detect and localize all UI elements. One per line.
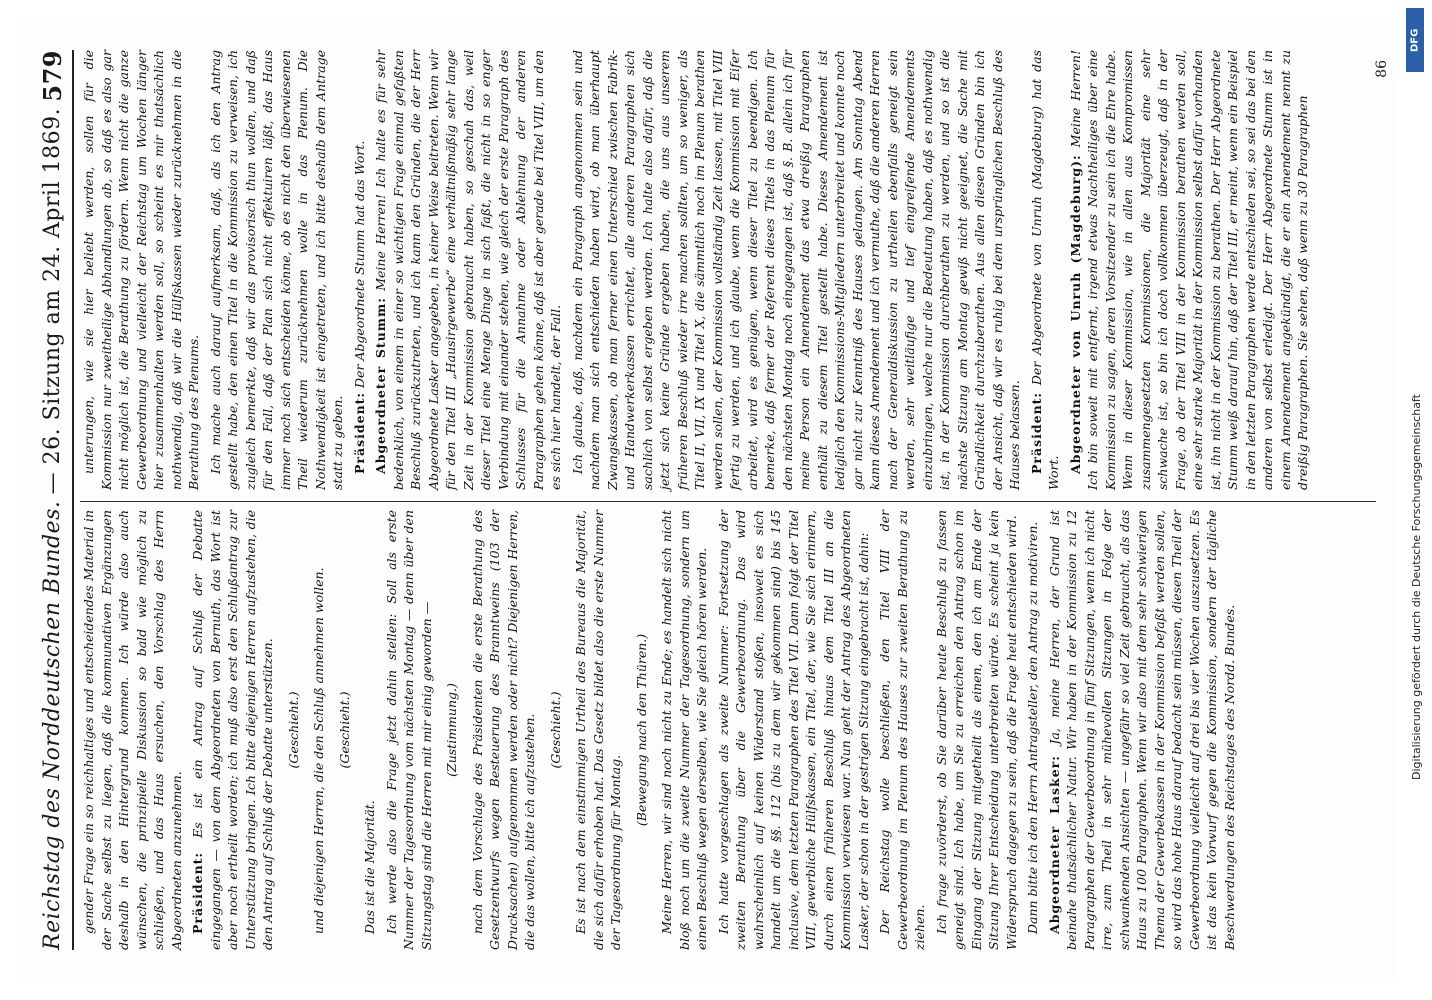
paragraph: (Bewegung nach den Thüren.)	[633, 633, 649, 827]
footnote-marker: 86	[1374, 60, 1390, 78]
paragraph: unterungen, wie sie hier beliebt werden, sollen für die Kommission nur zweitheilige Abhandlungen ab, so daß es also gar nicht möglich ist, die Berathung zu fördern. Wenn nicht die ganze Gewerbeordnung und vielleicht der Reichstag um Wochen länger hier zusammenhalten werden soll, so scheint es mir thatsächlich nothwendig, daß wir die Hülfskassen wieder zurücknehmen in die Berathung des Plenums.	[81, 50, 201, 490]
paragraph: gender Frage ein so reichhaltiges und entscheidendes Material in der Sache selbst zu liegen, daß die kommunativen Ergänzungen deshalb in den Hintergrund kommen. Ich würde also auch wünschen, die prinzipielle Diskussion so bald wie möglich zu schließen, und das Haus ersuchen, den Vorschlag des Herrn Abgeordneten anzunehmen.	[81, 510, 184, 950]
paragraph: (Geschieht.)	[547, 691, 563, 769]
dfg-logo: DFG	[1406, 8, 1424, 72]
paragraph: Es ist nach dem einstimmigen Urtheil des Bureaus die Majorität, die sich dafür erhoben hat. Das Gesetz bildet also die erste Nummer der Tagesordnung für Montag.	[573, 510, 623, 950]
paragraph: Ich frage zuvörderst, ob Sie darüber heute Beschluß zu fassen geneigt sind. Ich habe, um Sie zu erreichen den Antrag schon im Eingang der Sitzung mitgetheilt als einen, den ich am Ende der Sitzung Ihrer Entscheidung unterbreiten würde. Es scheint ja kein Widerspruch dagegen zu sein, daß die Frage heut entschieden wird.	[933, 510, 1019, 950]
paragraph: Dann bitte ich den Herrn Antragsteller, den Antrag zu motiviren.	[1025, 521, 1040, 934]
paragraph: Ich mache auch darauf aufmerksam, daß, als ich den Antrag gestellt habe, den einen Titel in die Kommission zu verweisen, ich zugleich bemerkte, daß wir das provisorisch thun wollen, und daß für den Fall, daß der Plan sich nicht effektuiren läßt, das Haus immer noch sich entscheiden könne, ob es nicht den überwiesenen Theil wiederum zurücknehmen wolle in das Plenum. Die Nothwendigkeit ist eingetreten, und ich bitte deshalb dem Antrage statt zu geben.	[207, 50, 345, 490]
column-divider	[80, 501, 1376, 502]
paragraph: Abgeordneter von Unruh (Magdeburg): Meine Herren! Ich bin soweit mit entfernt, irgend etwas Nachtheiliges über eine Kommission zu sagen, deren Vorsitzender zu sein ich die Ehre habe. Wenn in dieser Kommission, wie in allen aus Kompromissen zusammengesetzten Kommissionen, die Majorität eine sehr schwache ist, so bin ich doch vollkommen überzeugt, daß in der Frage, ob der Titel VIII in der Kommission berathen werden soll, eine sehr starke Majorität in der Kommission selbst dafür vorhanden ist, ihn nicht in der Kommission zu berathen. Der Herr Abgeordnete Stumm weiß darauf hin, daß der Titel III, er meint, wenn ein Beispiel in den letzten Paragraphen werde entschieden sei, so sei das bei den anderen von selbst erledigt. Der Herr Abgeordnete Stumm ist in einem Amendement angekündigt, die er ein Amendement nennt zu dreißig Paragraphen. Sie sehen, daß wenn zu 30 Paragraphen	[1067, 50, 1310, 490]
paragraph: und diejenigen Herren, die den Schluß annehmen wollen.	[311, 567, 326, 934]
paragraph: Präsident: Der Abgeordnete Stumm hat das Wort.	[351, 140, 367, 474]
paragraph: (Geschieht.)	[285, 691, 301, 769]
paragraph: Der Reichstag wolle beschließen, den Titel VIII der Gewerbeordnung im Plenum des Hauses zur zweiten Berathung zu ziehen.	[877, 510, 927, 950]
paragraph: nach dem Vorschlage des Präsidenten die erste Berathung des Gesetzentwurfs wegen Besteuerung des Branntweins (103 der Drucksachen) aufgenommen werden oder nicht? Diejenigen Herren, die das wollen, bitte ich aufzustehen.	[469, 510, 537, 950]
page-header	[32, 50, 74, 950]
page-number: 579	[37, 50, 67, 102]
paragraph: Präsident: Der Abgeordnete von Unruh (Magdeburg) hat das Wort.	[1028, 50, 1061, 490]
digitization-credit: Digitalisierung gefördert durch die Deutsche Forschungsgemeinschaft	[1410, 394, 1423, 780]
scanned-page	[16, 20, 1396, 980]
paragraph: Das ist die Majorität.	[362, 800, 377, 934]
paragraph: (Zustimmung.)	[444, 683, 459, 777]
left-column	[80, 510, 1376, 950]
paragraph: Präsident: Es ist ein Antrag auf Schluß der Debatte eingegangen — von dem Abgeordneten von Bernuth, das Wort ist aber noch ertheilt worden; ich muß also erst den Schlußantrag zur Unterstützung bringen. Ich bitte diejenigen Herren aufzustehen, die den Antrag auf Schluß der Debatte unterstützen.	[190, 510, 275, 950]
paragraph: Ich glaube, daß, nachdem ein Paragraph angenommen sein und nachdem man sich entschieden haben wird, ob man überhaupt Zwangskassen, ob man ferner einen Unterschied zwischen Fabrik- und Handwerkerkassen errichtet, alle anderen Paragraphen sich sachlich von selbst ergeben werden. Ich halte also dafür, daß die jetzt sich keine Gründe ergeben haben, die uns aus unserem früheren Beschluß wieder irre machen sollten, um so weniger, als Titel II, VII, IX und Titel X, die sämmtlich noch im Plenum berathen werden sollen, der Kommission vollständig Zeit lassen, mit Titel VIII fertig zu werden, und ich glaube, wenn die Kommission mit Eifer arbeitet, wird es genügen, wenn dieser Titel zu beendigen. Ich bemerke, daß ferner der Referent dieses Titels in das Plenum für den nächsten Montag noch eingegangen ist, daß §. B. allein ich für meine Person ein Amendement das etwa dreißig Paragraphen enthält zu diesem Titel gestellt habe. Dieses Amendement ist lediglich den Kommissions-Mitgliedern unterbreitet und konnte noch gar nicht zur Kenntniß des Hauses gelangen. Am Sonntag Abend kann dieses Amendement und ich vermuthe, daß die anderen Herren nach der Generaldiskussion zu urtheilen ebenfalls geneigt sein werden, sehr weitläufige und tief eingreifende Amendements einzubringen, welche nur die Bedeutung haben, daß es nothwendig ist, in der Kommission durchberathen zu werden, und so ist die nächste Sitzung am Montag gewiß nicht geeignet, die Sache mit Gründlichkeit durchzuberathen. Aus allen diesen Gründen bin ich der Ansicht, daß wir es ruhig bei dem ursprünglichen Beschluß des Hauses belassen.	[569, 50, 1022, 490]
header-title: Reichstag des Norddeutschen Bundes.	[39, 500, 65, 950]
paragraph: Ich werde also die Frage jetzt dahin stellen: Soll als erste Nummer der Tagesordnung vom nächsten Montag — denn über den Sitzungstag sind die Herren mit mir einig geworden —	[383, 510, 434, 950]
paragraph: Abgeordneter Lasker: Ja, meine Herren, der Grund ist beinahe thatsächlicher Natur. Wir haben in der Kommission zu 12 Paragraphen der Gewerbeordnung in fünf Sitzungen, wenn ich nicht irre, zum Theil in sehr mühevollen Sitzungen in Folge der schwankenden Ansichten — ungefähr so viel Zeit gebraucht, als das Haus zu 100 Paragraphen. Wenn wir also mit dem sehr schwierigen Thema der Gewerbekassen in der Kommission befaßt werden sollen, so wird das hohe Haus darauf bedacht sein müssen, diesen Theil der Gewerbeordnung vielleicht auf drei bis vier Wochen auszusetzen. Es ist das kein Vorwurf gegen die Kommission, sondern der tägliche Beschwerdungen des Reichstages des Nordd. Bundes.	[1046, 510, 1237, 950]
paragraph: Meine Herren, wir sind noch nicht zu Ende; es handelt sich nicht bloß noch um die zweite Nummer der Tagesordnung, sondern um einen Beschluß wegen derselben, wie Sie gleich hören werden.	[659, 510, 709, 950]
right-column	[80, 50, 1376, 490]
paragraph: (Geschieht.)	[336, 691, 352, 769]
header-session: — 26. Sitzung am 24. April 1869.	[39, 107, 65, 495]
digitization-sidebar	[1398, 0, 1432, 1000]
paragraph: Ich hatte vorgeschlagen als zweite Nummer: Fortsetzung der zweiten Berathung über die Gewerbeordnung. Das wird wahrscheinlich auf keinen Widerstand stoßen, insoweit es sich handelt um die §§. 112 (bis zu dem wir gekommen sind) bis 145 inclusive, dem letzten Paragraphen des Titel VII. Dann folgt der Titel VIII, gewerbliche Hülfskassen, ein Titel, der, wie Sie sich erinnern, durch einen früheren Beschluß hinaus dem Titel III an die Kommission verwiesen war. Nun geht der Antrag des Abgeordneten Lasker, der schon in der gestrigen Sitzung eingebracht ist, dahin:	[715, 510, 871, 950]
paragraph: Abgeordneter Stumm: Meine Herren! Ich halte es für sehr bedenklich, von einem in einer so wichtigen Frage einmal gefaßten Beschluß zurückzutreten, und ich kann den Gründen, die der Herr Abgeordnete Lasker angegeben, in keiner Weise beitreten. Wenn wir für den Titel III „Hausirgewerbe“ eine verhältnißmäßig sehr lange Zeit in der Kommission gebraucht haben, so geschah das, weil dieser Titel eine Menge Dinge in sich faßt, die nicht in so enger Verbindung mit einander stehen, wie gleich der erste Paragraph des Schlusses für die Annahme oder Ablehnung der anderen Paragraphen gehen könne, daß ist aber gerade bei Titel VIII, um den es sich hier handelt, der Fall.	[373, 50, 563, 490]
